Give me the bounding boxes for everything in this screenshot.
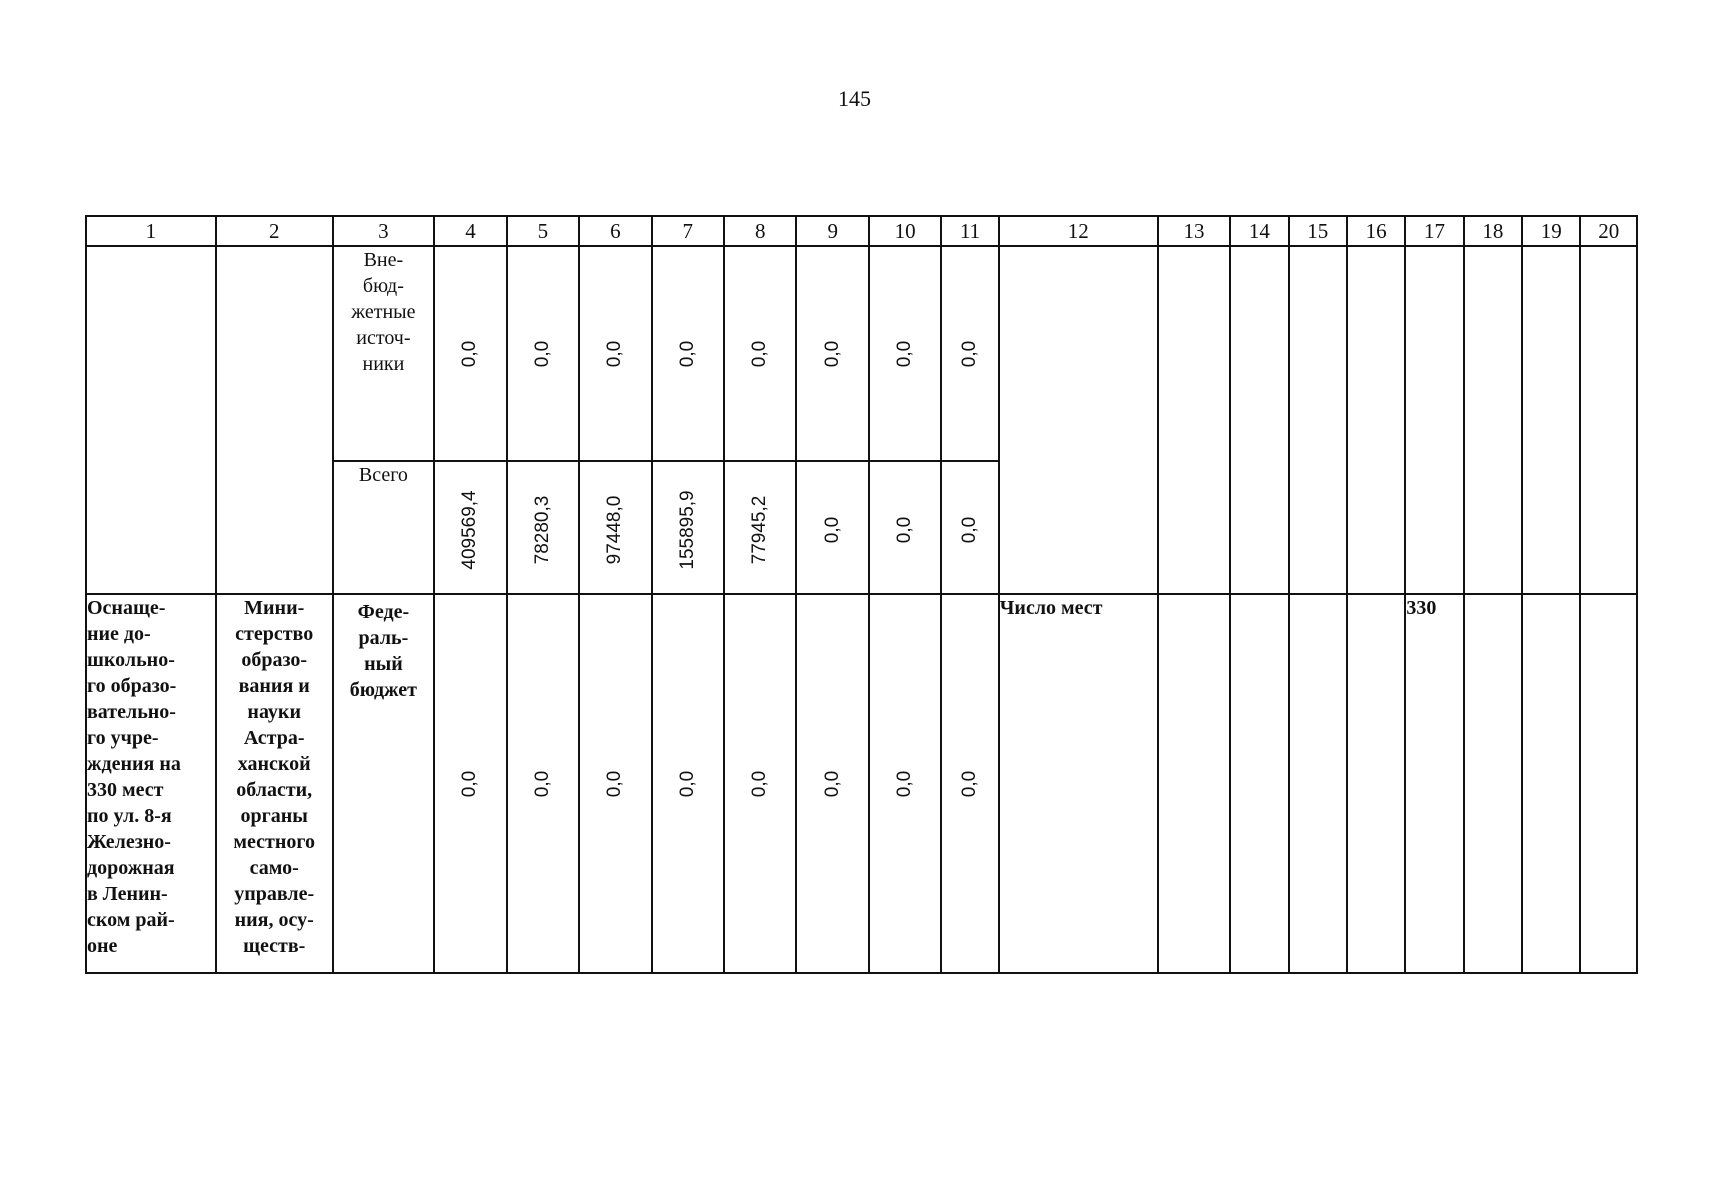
- indicator-cell: [999, 594, 1158, 973]
- value: 0,0: [676, 770, 698, 797]
- value-cell: [724, 246, 796, 461]
- empty-cell: [1230, 246, 1288, 594]
- value: 0,0: [959, 516, 981, 544]
- value-cell: [941, 246, 998, 461]
- value: 77945,2: [749, 495, 771, 565]
- value: 0,0: [894, 340, 916, 367]
- source-label: Всего: [358, 464, 408, 486]
- measure-name: Оснаще- ние до- школьно- го образо- вательно- го учре- ждения на 330 мест по ул. 8-я Железно- дорожная в Ленин- ском рай- оне: [87, 597, 181, 957]
- value: 0,0: [821, 340, 843, 367]
- value: 0,0: [604, 340, 626, 367]
- header-col-15: 15: [1289, 216, 1347, 246]
- empty-executor-cell: [216, 246, 333, 594]
- value-cell: [724, 594, 796, 973]
- value: 0,0: [959, 770, 981, 797]
- value-cell: [652, 246, 724, 461]
- value: 0,0: [749, 340, 771, 367]
- value-cell: [507, 461, 579, 594]
- value: 0,0: [749, 770, 771, 797]
- value-cell: [579, 461, 651, 594]
- value-cell: [652, 461, 724, 594]
- value: 0,0: [531, 770, 553, 797]
- empty-cell: [1347, 246, 1405, 594]
- empty-cell: [1580, 246, 1637, 594]
- value: 0,0: [459, 770, 481, 797]
- empty-indicator-cell: [999, 246, 1158, 594]
- value: 78280,3: [531, 495, 553, 565]
- empty-cell: [1158, 246, 1230, 594]
- header-col-11: 11: [941, 216, 998, 246]
- empty-cell: [1289, 246, 1347, 594]
- header-col-9: 9: [796, 216, 868, 246]
- source-total: [333, 461, 435, 594]
- header-col-6: 6: [579, 216, 651, 246]
- source-label: Феде- раль- ный бюджет: [349, 601, 417, 701]
- header-col-12: 12: [999, 216, 1158, 246]
- value-cell: [941, 461, 998, 594]
- header-col-19: 19: [1522, 216, 1580, 246]
- header-row: [86, 216, 1637, 246]
- header-col-2: 2: [216, 216, 333, 246]
- empty-cell: [1289, 594, 1347, 973]
- value: 0,0: [894, 770, 916, 797]
- empty-cell: [1464, 246, 1522, 594]
- executor-cell: [216, 594, 333, 973]
- header-col-20: 20: [1580, 216, 1637, 246]
- header-col-14: 14: [1230, 216, 1288, 246]
- empty-name-cell: [86, 246, 216, 594]
- offbudget-row: [86, 246, 1637, 461]
- value: 0,0: [821, 516, 843, 544]
- col17-value-cell: [1405, 594, 1463, 973]
- source-federal: [333, 594, 435, 973]
- value: 0,0: [676, 340, 698, 367]
- header-col-1: 1: [86, 216, 216, 246]
- value: 0,0: [959, 340, 981, 367]
- value-cell: [796, 246, 868, 461]
- empty-cell: [1158, 594, 1230, 973]
- value-cell: [796, 461, 868, 594]
- value-cell: [869, 246, 941, 461]
- value-cell: [869, 594, 941, 973]
- indicator-label: Число мест: [999, 597, 1103, 619]
- header-col-7: 7: [652, 216, 724, 246]
- header-col-8: 8: [724, 216, 796, 246]
- measure-name-cell: [86, 594, 216, 973]
- header-col-13: 13: [1158, 216, 1230, 246]
- header-col-10: 10: [869, 216, 941, 246]
- value-cell: [507, 594, 579, 973]
- value-cell: [796, 594, 868, 973]
- header-col-3: 3: [333, 216, 435, 246]
- page-number: 145: [838, 86, 871, 111]
- value-cell: [869, 461, 941, 594]
- header-col-16: 16: [1347, 216, 1405, 246]
- value: 0,0: [531, 340, 553, 367]
- empty-cell: [1580, 594, 1637, 973]
- value: 155895,9: [676, 490, 698, 570]
- value-cell: [652, 594, 724, 973]
- value-cell: [434, 461, 506, 594]
- empty-cell: [1230, 594, 1288, 973]
- value: 0,0: [894, 516, 916, 544]
- col17-value: 330: [1406, 597, 1437, 619]
- value: 0,0: [459, 340, 481, 367]
- value-cell: [434, 246, 506, 461]
- value: 0,0: [821, 770, 843, 797]
- executor-name: Мини- стерство образо- вания и науки Астра- ханской области, органы местного само- управле- ния, осу- ществ-: [233, 597, 315, 957]
- source-offbudget: [333, 246, 435, 461]
- value: 97448,0: [604, 495, 626, 565]
- header-col-4: 4: [434, 216, 506, 246]
- value-cell: [507, 246, 579, 461]
- empty-cell: [1522, 594, 1580, 973]
- empty-cell: [1464, 594, 1522, 973]
- header-col-18: 18: [1464, 216, 1522, 246]
- value: 0,0: [604, 770, 626, 797]
- empty-cell: [1522, 246, 1580, 594]
- program-table: [85, 215, 1638, 974]
- empty-cell: [1347, 594, 1405, 973]
- value-cell: [724, 461, 796, 594]
- header-col-17: 17: [1405, 216, 1463, 246]
- header-col-5: 5: [507, 216, 579, 246]
- source-label: Вне- бюд- жетные источ- ники: [351, 249, 416, 375]
- value-cell: [434, 594, 506, 973]
- value-cell: [579, 246, 651, 461]
- federal-row: [86, 594, 1637, 973]
- value-cell: [941, 594, 998, 973]
- value-cell: [579, 594, 651, 973]
- empty-cell: [1405, 246, 1463, 594]
- value: 409569,4: [459, 490, 481, 570]
